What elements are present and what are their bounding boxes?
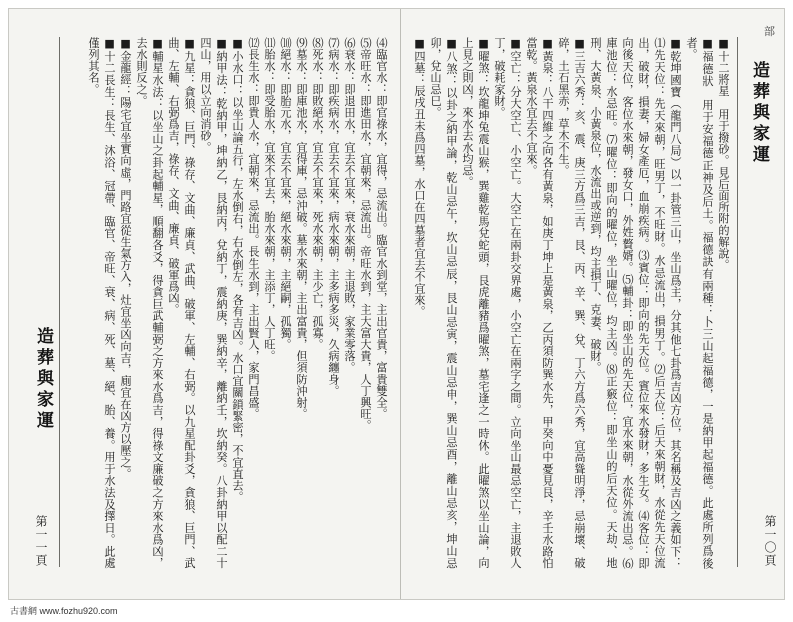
right-corner-mark: 部: [764, 25, 775, 38]
left-header-rule: [59, 37, 60, 567]
right-page-body: [413, 37, 731, 569]
right-para-5: ■黃泉：八干四維之向各有黃泉，如庚丁坤上是黃泉，乙丙須防巽水先，甲癸向中憂見艮，辛壬水路怕當乾。黃泉水宜去不宜來。: [525, 37, 554, 569]
left-para-3: ⑹衰水：即退田水，宜去不宜來，衰水來朝，主退敗，家業零落。: [343, 37, 356, 374]
left-running-head: 造葬與家運: [33, 327, 53, 432]
right-para-9: ■四墓：辰戌丑未爲四墓，水口在四墓者宜去不宜來。: [413, 37, 426, 318]
right-header-rule: [737, 37, 738, 567]
right-para-4: ■三吉六秀：亥、震、庚三方爲三吉，艮、丙、辛、巽、兌、丁六方爲六秀，宜高聳明淨，忌崩壞、破碎，土石黑赤，草木不生。: [557, 37, 586, 569]
left-para-11: ■納甲法：乾納甲，坤納乙，艮納丙，兌納丁，震納庚，巽納辛，離納壬，坎納癸。八卦納甲以配二十四山，用以立向消砂。: [199, 37, 228, 569]
book-spread-scan: [8, 8, 785, 600]
right-para-2: ■福德狀 用于安福德正神及后土。福德訣有兩種：卜三山起福德，一是納甲起福德。此處所列爲後者。: [685, 37, 714, 569]
right-page-number: 第一〇頁: [763, 515, 777, 567]
left-para-6: ⑼墓水：即庫池水，宜得庫，忌沖破。墓水來朝，主出富貴，但須防沖射。: [295, 37, 308, 420]
left-para-4: ⑺病水：即疾病水，宜去不宜來，病水來朝，主多病多災，久病纏身。: [327, 37, 340, 397]
left-para-1: ⑷臨官水：即官祿水，宜得，忌流出。臨官水到堂，主出官貴，富貴雙全。: [375, 37, 388, 420]
right-para-8: ■八煞：以卦之納甲論，乾山忌午，坎山忌辰，艮山忌寅，震山忌申，巽山忌酉，離山忌亥，坤山忌卯，兌山忌巳。: [429, 37, 458, 569]
right-para-6: ■空亡：分大空亡、小空亡。大空亡在兩卦交界處，小空亡在兩字之間。立向坐山最忌空亡，主退敗人丁，破耗家財。: [493, 37, 522, 569]
left-page-body: [67, 37, 389, 569]
left-para-13: ■輔星水法：以坐山之卦起輔星，順翻各爻，得貪巨武輔弼之方來水爲吉，得祿文廉破之方來水爲凶，去水則反之。: [135, 37, 164, 569]
left-page-number: 第一一頁: [34, 515, 48, 567]
book-gutter: [400, 9, 401, 599]
left-para-8: ⑾胎水：即受胎水，宜來不宜去，胎水來朝，主添丁，人丁旺。: [263, 37, 276, 362]
source-watermark: 古書網 www.fozhu920.com: [10, 606, 118, 616]
left-para-9: ⑿長生水：即貴人水，宜朝來，忌流出。長生水到，主出賢人，家門昌盛。: [247, 37, 260, 420]
left-para-14: ■金龍經：陽宅宜坐實向虛，門路宜從生氣方入，灶宜坐凶向吉，廁宜在凶方以壓之。: [119, 37, 132, 480]
left-para-15: ■十二長生：長生、沐浴、冠帶、臨官、帝旺、衰、病、死、墓、絕、胎、養。用于水法及擇日。此處僅列其名。: [87, 37, 116, 569]
right-running-head: 造葬與家運: [749, 61, 769, 166]
left-para-5: ⑻死水：即敗絕水，宜去不宜來，死水來朝，主少亡，孤寡。: [311, 37, 324, 351]
left-para-7: ⑽絕水：即胎元水，宜去不宜來，絕水來朝，主絕嗣，孤獨。: [279, 37, 292, 351]
left-para-12: ■九星：貪狼、巨門、祿存、文曲、廉貞、武曲、破軍、左輔、右弼。以九星配卦爻，貪狼、巨門、武曲、左輔、右弼爲吉，祿存、文曲、廉貞、破軍爲凶。: [167, 37, 196, 569]
left-para-10: ■小水口：以坐山論五行，左水倒右，右水倒左，各有吉凶。水口宜關鎖緊密，不宜直去。: [231, 37, 244, 503]
right-para-1: ■十二將星 用于撥砂。見后面所附的解說。: [717, 37, 730, 271]
right-para-3: ■乾坤國寶（龍門八局）以一卦管三山，坐山爲主，分其他七卦爲吉凶方位，其名稱及吉凶之義如下：⑴先天位：先天來朝，旺男丁，不旺財。水忌流出，損男丁。⑵后天位：后天來朝財，水從先天位流出，破財，損妻，婦女產厄，血崩疾病。⑶賓位：即向的先天位。賓位來水發財，多生女。⑷客位：即向後天位，客位水來朝，發女口，外姓贅婿。⑸輔卦：即坐山的先天位，宜水來朝，水從外流出忌。⑹庫池位：水忌旺。⑺曜位：即向的曜位，坐山曜位，均主凶。⑻正竅位：即坐山的后天位。天劫、地刑、大黃泉、小黃泉位，水流出或逆到，均主損丁、克妻、破財。: [589, 37, 682, 569]
left-para-2: ⑸帝旺水：即進田水，宜朝來，忌流出。帝旺水到，主大富大貴，人丁興旺。: [359, 37, 372, 432]
right-para-7: ■曜煞：坎龍坤兔震山猴，巽雞乾馬兌蛇頭，艮虎離豬爲曜煞，墓宅逢之一時休。此曜煞以坐山論，向上見之則凶，來水去水均忌。: [461, 37, 490, 569]
